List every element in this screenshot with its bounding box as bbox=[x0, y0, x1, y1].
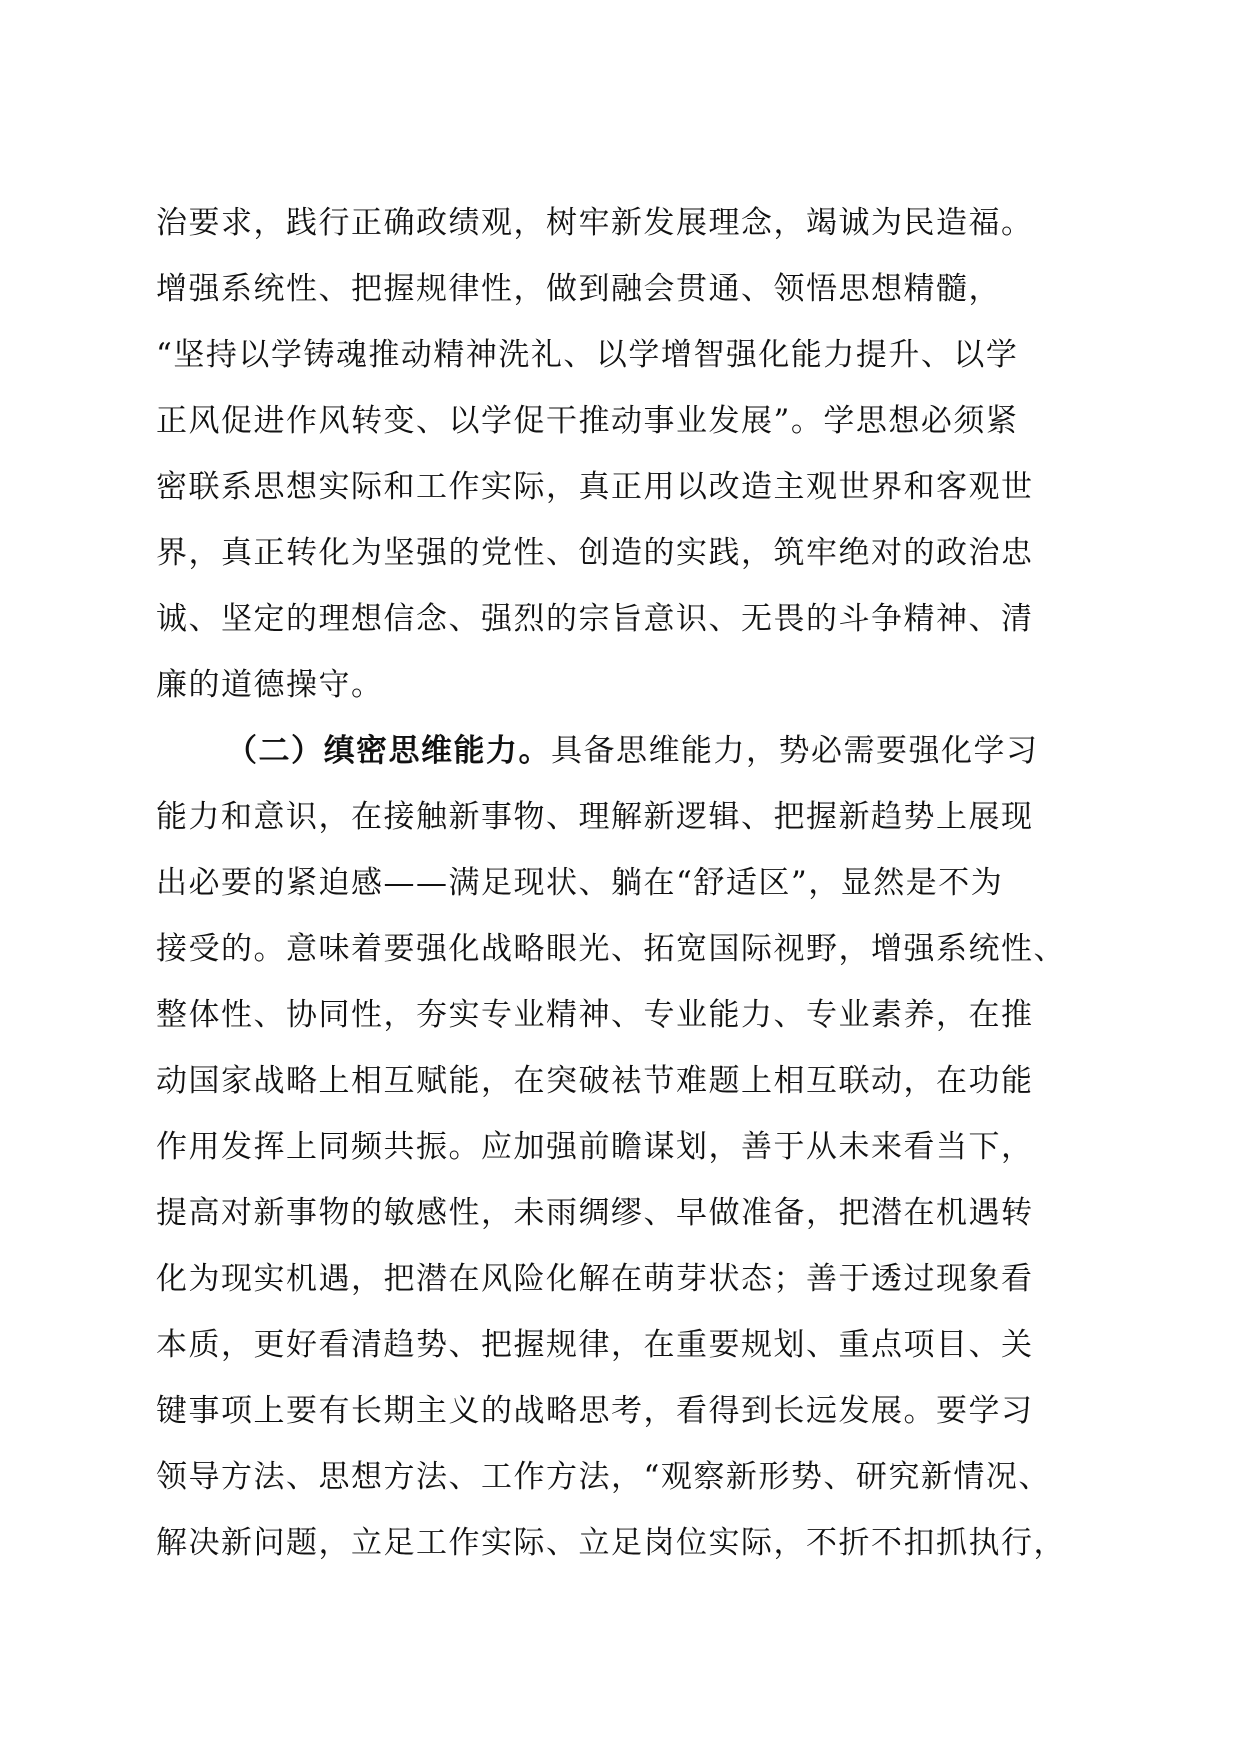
text-line: 整体性、协同性，夯实专业精神、专业能力、专业素养，在推 bbox=[156, 997, 1034, 1033]
text-line: 领导方法、思想方法、工作方法，“观察新形势、研究新情况、 bbox=[156, 1459, 1051, 1495]
text-line: 正风促进作风转变、以学促干推动事业发展”。学思想必须紧 bbox=[156, 403, 1019, 439]
paragraph-2 bbox=[156, 718, 1096, 1576]
text-line: 本质，更好看清趋势、把握规律，在重要规划、重点项目、关 bbox=[156, 1327, 1034, 1363]
text-span: 具备思维能力，势必需要强化学习 bbox=[551, 733, 1039, 769]
paragraph-1 bbox=[156, 190, 1096, 718]
section-heading: （二）缜密思维能力。 bbox=[226, 733, 551, 769]
text-line: 键事项上要有长期主义的战略思考，看得到长远发展。要学习 bbox=[156, 1393, 1034, 1429]
text-line: 密联系思想实际和工作实际，真正用以改造主观世界和客观世 bbox=[156, 469, 1034, 505]
text-line: 诚、坚定的理想信念、强烈的宗旨意识、无畏的斗争精神、清 bbox=[156, 601, 1034, 637]
text-line: 界，真正转化为坚强的党性、创造的实践，筑牢绝对的政治忠 bbox=[156, 535, 1034, 571]
text-line: 化为现实机遇，把潜在风险化解在萌芽状态；善于透过现象看 bbox=[156, 1261, 1034, 1297]
text-line: 能力和意识，在接触新事物、理解新逻辑、把握新趋势上展现 bbox=[156, 799, 1034, 835]
text-line: 接受的。意味着要强化战略眼光、拓宽国际视野，增强系统性、 bbox=[156, 931, 1066, 967]
text-line: 作用发挥上同频共振。应加强前瞻谋划，善于从未来看当下， bbox=[156, 1129, 1034, 1165]
text-line: 廉的道德操守。 bbox=[156, 667, 384, 703]
text-line: 治要求，践行正确政绩观，树牢新发展理念，竭诚为民造福。 bbox=[156, 205, 1034, 241]
text-line: 出必要的紧迫感——满足现状、躺在“舒适区”，显然是不为 bbox=[156, 865, 1004, 901]
text-line: 提高对新事物的敏感性，未雨绸缪、早做准备，把潜在机遇转 bbox=[156, 1195, 1034, 1231]
text-line: 解决新问题，立足工作实际、立足岗位实际，不折不扣抓执行， bbox=[156, 1525, 1066, 1561]
text-line: “坚持以学铸魂推动精神洗礼、以学增智强化能力提升、以学 bbox=[156, 337, 1019, 373]
section-heading-line bbox=[156, 718, 1096, 784]
text-line: 动国家战略上相互赋能，在突破袪节难题上相互联动，在功能 bbox=[156, 1063, 1034, 1099]
text-line: 增强系统性、把握规律性，做到融会贯通、领悟思想精髓， bbox=[156, 271, 1001, 307]
body-text bbox=[156, 190, 1096, 1576]
